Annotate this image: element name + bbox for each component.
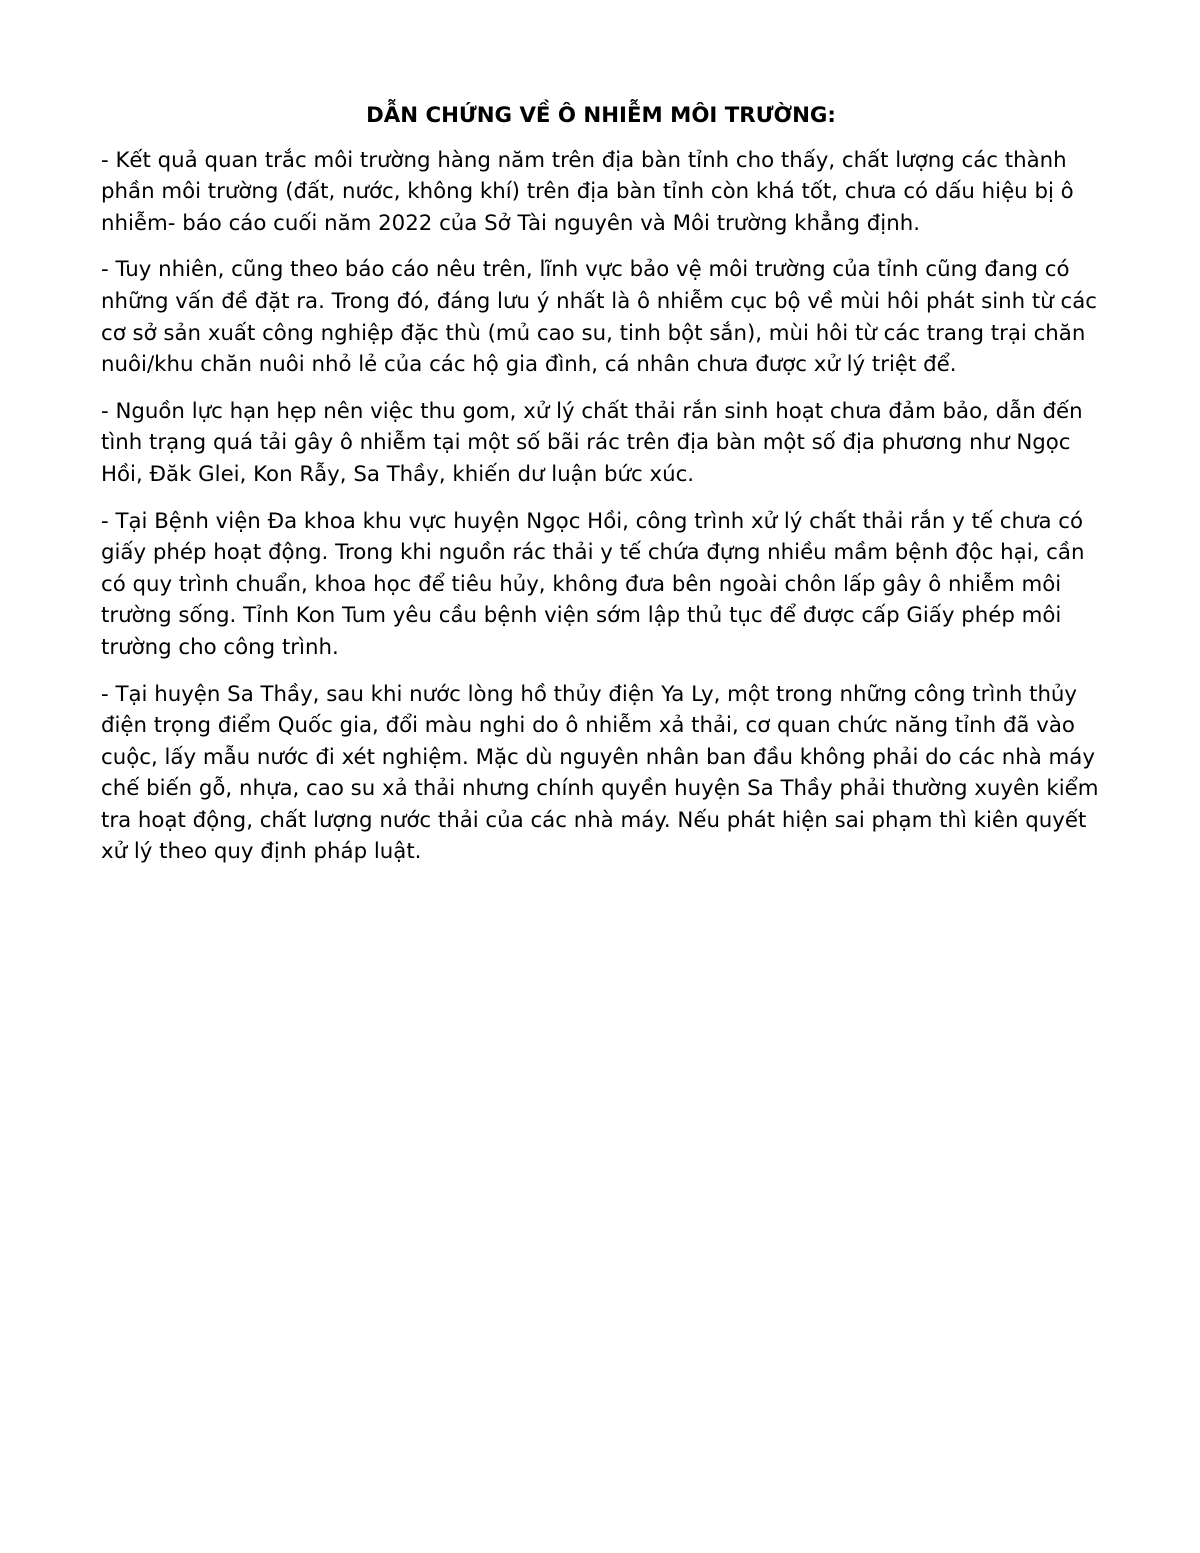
paragraph-3: - Nguồn lực hạn hẹp nên việc thu gom, xử lý chất thải rắn sinh hoạt chưa đảm bảo, dẫn đến tình trạng quá tải gây ô nhiễm tại một số bãi rác trên địa bàn một số địa phương như Ngọc Hồi, Đăk Glei, Kon Rẫy, Sa Thầy, khiến dư luận bức xúc. bbox=[101, 398, 1083, 487]
document-body bbox=[101, 100, 1101, 883]
paragraph-2: - Tuy nhiên, cũng theo báo cáo nêu trên, lĩnh vực bảo vệ môi trường của tỉnh cũng đang có những vấn đề đặt ra. Trong đó, đáng lưu ý nhất là ô nhiễm cục bộ về mùi hôi phát sinh từ các cơ sở sản xuất công nghiệp đặc thù (mủ cao su, tinh bột sắn), mùi hôi từ các trang trại chăn nuôi/khu chăn nuôi nhỏ lẻ của các hộ gia đình, cá nhân chưa được xử lý triệt để. bbox=[101, 257, 1098, 378]
paragraph-5: - Tại huyện Sa Thầy, sau khi nước lòng hồ thủy điện Ya Ly, một trong những công trình thủy điện trọng điểm Quốc gia, đổi màu nghi do ô nhiễm xả thải, cơ quan chức năng tỉnh đã vào cuộc, lấy mẫu nước đi xét nghiệm. Mặc dù nguyên nhân ban đầu không phải do các nhà máy chế biến gỗ, nhựa, cao su xả thải nhưng chính quyền huyện Sa Thầy phải thường xuyên kiểm tra hoạt động, chất lượng nước thải của các nhà máy. Nếu phát hiện sai phạm thì kiên quyết xử lý theo quy định pháp luật. bbox=[101, 681, 1099, 865]
paragraph-1: - Kết quả quan trắc môi trường hàng năm trên địa bàn tỉnh cho thấy, chất lượng các thành phần môi trường (đất, nước, không khí) trên địa bàn tỉnh còn khá tốt, chưa có dấu hiệu bị ô nhiễm- báo cáo cuối năm 2022 của Sở Tài nguyên và Môi trường khẳng định. bbox=[101, 147, 1074, 236]
document-title: DẪN CHỨNG VỀ Ô NHIỄM MÔI TRƯỜNG: bbox=[366, 103, 836, 128]
paragraph-4: - Tại Bệnh viện Đa khoa khu vực huyện Ngọc Hồi, công trình xử lý chất thải rắn y tế chưa có giấy phép hoạt động. Trong khi nguồn rác thải y tế chứa đựng nhiều mầm bệnh độc hại, cần có quy trình chuẩn, khoa học để tiêu hủy, không đưa bên ngoài chôn lấp gây ô nhiễm môi trường sống. Tỉnh Kon Tum yêu cầu bệnh viện sớm lập thủ tục để được cấp Giấy phép môi trường cho công trình. bbox=[101, 508, 1085, 660]
